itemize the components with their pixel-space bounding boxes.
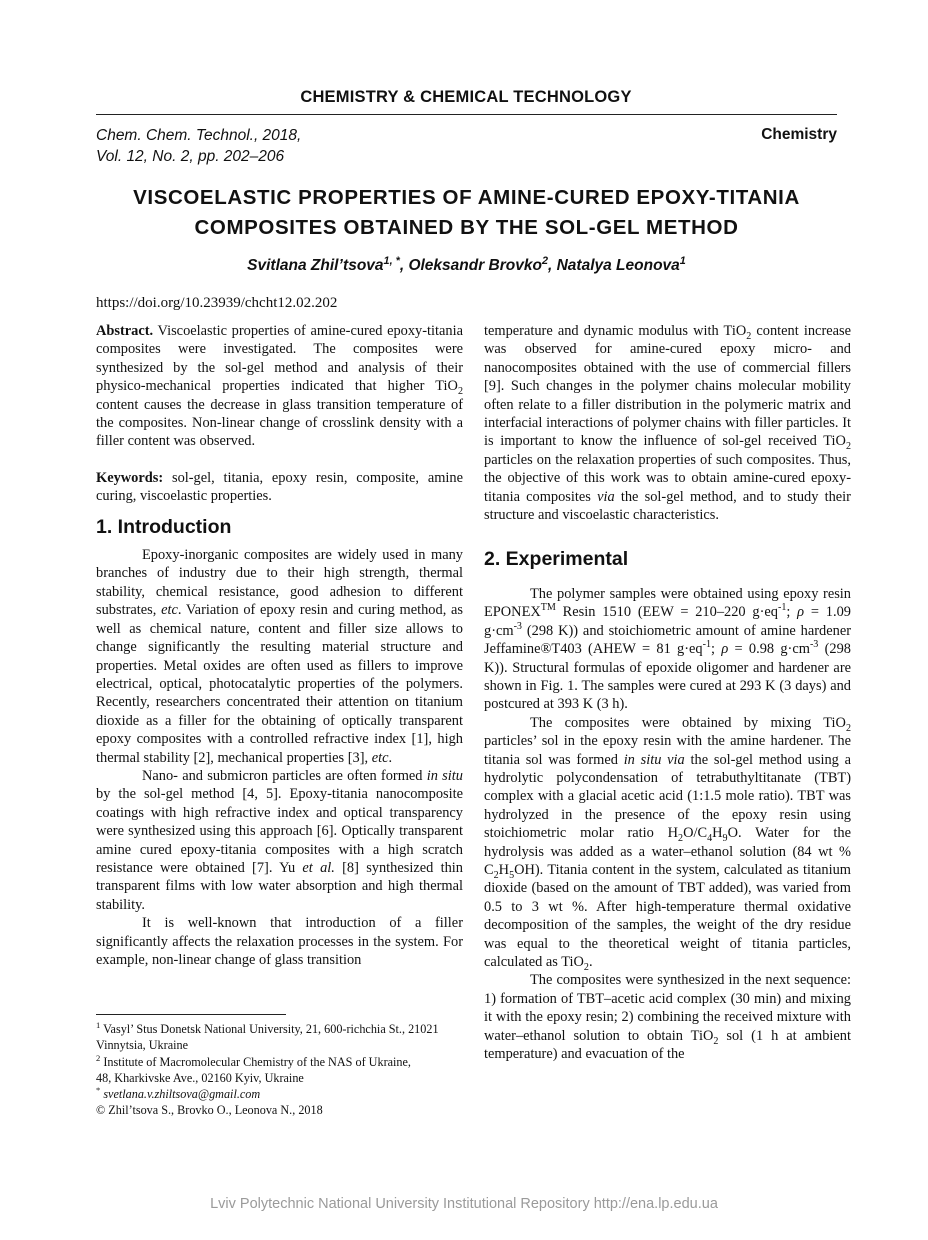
exp-p1-sup2: -3 xyxy=(513,620,522,632)
email-link[interactable]: svetlana.v.zhiltsova@gmail.com xyxy=(103,1087,261,1102)
abstract-text-2: content causes the decrease in glass transition temperature of the composites. Non-linear change of crosslink density with a filler content was observed. xyxy=(96,396,463,450)
exp-p1g: = 0.98 g·cm xyxy=(728,641,810,658)
experimental-heading: 2. Experimental xyxy=(484,548,629,571)
exp-p1-rho: ρ xyxy=(797,604,805,621)
intro-p2-insitu: in situ xyxy=(426,767,463,784)
author-2-affiliation: 2 xyxy=(541,254,548,267)
exp-p2h: OH). Titania content in the system, calculated as titanium dioxide (based on the amount of TBT added), was varied from 0.5 to 3 wt %. After high-temperature thermal oxidative decomposition of the samples, the weight of the dry residue was equal to the theoretical weight of titania particles, calculated as TiO xyxy=(484,861,851,970)
abstract xyxy=(96,322,463,451)
exp-p3b: sol (1 h at ambient temperature) and evacuation of the xyxy=(484,1027,851,1063)
exp-p1b: Resin 1510 (EEW = 210–220 g·eq xyxy=(555,604,778,621)
cont-sub2: 2 xyxy=(845,441,851,453)
title-line-1: VISCOELASTIC PROPERTIES OF AMINE-CURED EPOXY-TITANIA xyxy=(133,186,800,209)
footnote-rule xyxy=(96,1014,286,1015)
exp-p1c: ; xyxy=(786,604,798,621)
footnote-1-text: Vasyl’ Stus Donetsk National University, 21, 600-richchia St., 21021 Vinnytsia, Ukraine xyxy=(96,1022,439,1053)
exp-paragraph-1 xyxy=(484,585,851,714)
footnote-2-address: 48, Kharkivske Ave., 02160 Kyiv, Ukraine xyxy=(96,1070,304,1085)
cont-b: content increase was observed for amine-cured epoxy micro- and nanocomposites obtained with the use of commercial fillers [9]. Such changes in the polymer chains molecular mobility often relate to a filler distribution in the polymeric matrix and interfacial interactions of polymer chains with filler particles. It is important to know the influence of sol-gel received TiO xyxy=(484,323,851,450)
exp-p2c: the sol-gel method using a hydrolytic polycondensation of tetrabuthyltitanate (TBT) complex with a glacial acetic acid (1:1.5 mole ratio). TBT was hydrolyzed in the presence of the epoxy resin using stoichiometric molar ratio H xyxy=(484,751,851,842)
repository-footer[interactable]: Lviv Polytechnic National University Institutional Repository http://ena.lp.edu.ua xyxy=(210,1196,718,1212)
intro-heading: 1. Introduction xyxy=(96,515,232,538)
intro-p2b: by the sol-gel method [4, 5]. Epoxy-titania nanocomposite coatings with high refractive index and optical transparency were synthesized using this approach [6]. Optically transparent amine cured epoxy-titania composites with a high scratch resistance were obtained [7]. Yu xyxy=(96,786,463,876)
intro-continuation xyxy=(484,322,851,524)
right-column xyxy=(484,322,851,1063)
exp-p2d: O/C xyxy=(683,825,708,842)
intro-paragraph-1 xyxy=(96,546,463,767)
exp-p3-sub: 2 xyxy=(713,1035,719,1047)
exp-p1a: The polymer samples were obtained using epoxy resin EPONEX xyxy=(484,585,851,621)
citation-line-1: Chem. Chem. Technol., 2018, xyxy=(96,127,302,144)
section-label: Chemistry xyxy=(761,126,837,143)
exp-p1-sup4: -3 xyxy=(809,639,819,651)
exp-p3a: The composites were synthesized in the next sequence: 1) formation of TBT–acetic acid complex (30 min) and mixing it with the epoxy resin; 2) combining the received mixture with water–ethanol solution to obtain TiO xyxy=(484,972,851,1044)
exp-p2-sub6: 5 xyxy=(509,869,515,881)
cont-a: temperature and dynamic modulus with TiO xyxy=(484,323,747,339)
intro-paragraph-3: It is well-known that introduction of a filler significantly affects the relaxation processes in the system. For example, non-linear change of glass transition xyxy=(96,915,463,968)
intro-p2c: [8] synthesized thin transparent films with low water absorption and high thermal stability. xyxy=(96,859,463,913)
exp-p2-sub2: 2 xyxy=(678,833,684,845)
abstract-text-1: Viscoelastic properties of amine-cured epoxy-titania composites were investigated. The composites were synthesized by the sol-gel method and analysis of their physico-mechanical properties indicated that higher TiO xyxy=(96,323,463,395)
footnote-1 xyxy=(96,1021,466,1054)
footnote-2 xyxy=(96,1054,466,1070)
exp-p2-sub7: 2 xyxy=(583,961,589,973)
exp-p1-sup1: -1 xyxy=(777,602,787,614)
left-column xyxy=(96,322,463,969)
cont-sub: 2 xyxy=(746,330,752,342)
exp-p1-tm: TM xyxy=(540,602,556,614)
author-1: Svitlana Zhil’tsova xyxy=(247,257,384,274)
cont-c: particles on the relaxation properties of such composites. Thus, the objective of this work was to obtain amine-cured epoxy-titania composites xyxy=(484,451,851,505)
intro-p1c: . xyxy=(388,749,393,766)
exp-p2g: H xyxy=(498,861,510,878)
exp-p2b: particles’ sol in the epoxy resin with the amine hardener. The titania sol was formed xyxy=(484,733,851,768)
author-3-affiliation: 1 xyxy=(679,254,686,267)
exp-p2-sub1: 2 xyxy=(845,722,851,734)
exp-p1e: (298 K)) and stoichiometric amount of amine hardener Jeffamine®T403 (AHEW = 81 g·eq xyxy=(484,622,851,658)
cont-d: the sol-gel method, and to study their structure and viscoelastic characteristics. xyxy=(484,488,851,524)
author-1-affiliation: 1, * xyxy=(383,254,400,267)
keywords xyxy=(96,469,463,506)
intro-p2a: Nano- and submicron particles are often formed xyxy=(142,767,427,784)
abstract-label: Abstract. xyxy=(96,323,154,339)
author-list xyxy=(96,254,837,275)
footnotes xyxy=(96,1021,466,1119)
exp-p2-sub3: 4 xyxy=(707,833,713,845)
footnote-2-text: Institute of Macromolecular Chemistry of the NAS of Ukraine, xyxy=(100,1054,411,1069)
intro-p1b: . Variation of epoxy resin and curing method, as well as chemical nature, content and filler size allows to change significantly the resulting material structure and properties. Metal oxides are often used as fillers to improve electrical, optical, photocatalytic properties of the polymers. Recently, researchers concentrated their attention on titanium dioxide as a filler for the obtaining of optically transparent epoxy composites with a controlled refractive index [1], high thermal stability [2], mechanical properties [3], xyxy=(96,602,463,766)
journal-title: CHEMISTRY & CHEMICAL TECHNOLOGY xyxy=(300,88,632,106)
exp-p1f: ; xyxy=(711,641,722,658)
footnote-3 xyxy=(96,1086,466,1102)
abstract-sub: 2 xyxy=(457,386,463,398)
exp-paragraph-3 xyxy=(484,971,851,1063)
exp-p2a: The composites were obtained by mixing TiO xyxy=(530,714,846,731)
exp-p2-insitu: in situ via xyxy=(623,751,685,768)
citation xyxy=(96,125,301,167)
author-2: , Oleksandr Brovko xyxy=(399,257,542,274)
exp-p2-sub5: 2 xyxy=(493,869,499,881)
exp-p2f: O. Water for the hydrolysis was added as a water–ethanol solution (84 wt % C xyxy=(484,825,851,878)
footnote-2-mark: 2 xyxy=(96,1052,101,1063)
intro-paragraph-2 xyxy=(96,767,463,914)
exp-p1d: = 1.09 g·cm xyxy=(484,604,851,639)
intro-p2-etal: et al. xyxy=(302,859,335,876)
exp-p2i: . xyxy=(588,954,593,970)
intro-p1-etc2: etc xyxy=(371,749,389,766)
doi-link[interactable]: https://doi.org/10.23939/chcht12.02.202 xyxy=(96,295,338,311)
exp-paragraph-2 xyxy=(484,714,851,972)
header-rule xyxy=(96,114,837,115)
copyright: © Zhil’tsova S., Brovko O., Leonova N., 2018 xyxy=(96,1103,323,1118)
exp-p1-rho2: ρ xyxy=(721,641,729,658)
exp-p2e: H xyxy=(712,825,723,842)
citation-line-2: Vol. 12, No. 2, pp. 202–206 xyxy=(96,148,285,165)
exp-p1h: (298 K)). Structural formulas of epoxide oligomer and hardener are shown in Fig. 1. The samples were cured at 293 K (3 days) and postcured at 393 K (3 h). xyxy=(484,641,851,713)
intro-p1-etc: etc xyxy=(161,602,178,619)
exp-p2-sub4: 9 xyxy=(722,833,728,845)
keywords-text: sol-gel, titania, epoxy resin, composite, amine curing, viscoelastic properties. xyxy=(96,469,463,505)
intro-p1a: Epoxy-inorganic composites are widely used in many branches of industry due to their high strength, thermal stability, chemical resistance, good adhesion to different substrates, xyxy=(96,547,463,619)
exp-p1-sup3: -1 xyxy=(702,639,712,651)
title-line-2: COMPOSITES OBTAINED BY THE SOL-GEL METHOD xyxy=(194,216,739,239)
footnote-1-mark: 1 xyxy=(96,1019,101,1030)
author-3: , Natalya Leonova xyxy=(548,257,680,274)
article-title xyxy=(96,183,837,243)
footnote-3-mark: * xyxy=(96,1085,101,1096)
cont-via: via xyxy=(597,488,615,505)
keywords-label: Keywords: xyxy=(96,469,164,486)
